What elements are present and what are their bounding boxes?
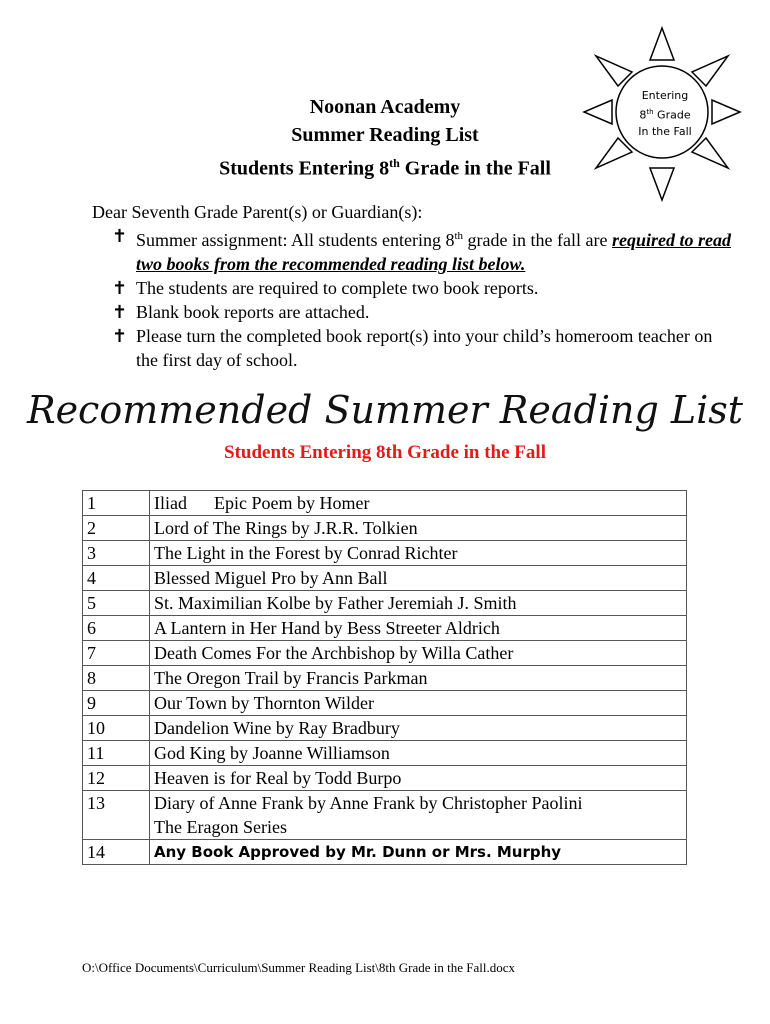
book-title: Blessed Miguel Pro by Ann Ball: [150, 566, 687, 591]
list-title: Summer Reading List: [291, 124, 479, 146]
book-title-line-2: The Eragon Series: [154, 817, 287, 837]
book-number: 10: [83, 716, 150, 741]
grade-line-pre: Students Entering 8: [219, 157, 390, 180]
table-row: [83, 666, 687, 691]
sun-line-2-rest: Grade: [653, 108, 691, 122]
book-title: Our Town by Thornton Wilder: [150, 691, 687, 716]
book-title: The Oregon Trail by Francis Parkman: [150, 666, 687, 691]
sun-line-2-sup: th: [646, 108, 654, 116]
instruction-1-emphasis: required to read two books from the recommended reading list below.: [136, 230, 731, 274]
instruction-1-sup: th: [454, 230, 464, 242]
table-row: [83, 791, 687, 840]
file-path-footer: O:\Office Documents\Curriculum\Summer Reading List\8th Grade in the Fall.docx: [82, 960, 516, 975]
table-row: [83, 741, 687, 766]
book-number: 8: [83, 666, 150, 691]
table-row: [83, 641, 687, 666]
instruction-4: Please turn the completed book report(s) into your child’s homeroom teacher on the first day of school.: [136, 326, 713, 370]
book-number: 9: [83, 691, 150, 716]
intro-section: [92, 200, 732, 372]
book-number: 1: [83, 491, 150, 516]
book-number: 6: [83, 616, 150, 641]
cross-bullet-icon: ✝: [112, 278, 128, 298]
table-row: [83, 491, 687, 516]
recommended-subtitle: Students Entering 8th Grade in the Fall: [224, 442, 546, 463]
instruction-item: [92, 276, 732, 300]
instruction-1-pre: Summer assignment: All students entering 8: [136, 230, 455, 250]
sun-line-2-num: 8: [639, 108, 647, 122]
instruction-3: Blank book reports are attached.: [136, 302, 370, 322]
school-name: Noonan Academy: [309, 96, 461, 118]
book-title: Death Comes For the Archbishop by Willa Cather: [150, 641, 687, 666]
table-row: [83, 616, 687, 641]
book-number: 11: [83, 741, 150, 766]
book-title: A Lantern in Her Hand by Bess Streeter Aldrich: [150, 616, 687, 641]
sun-badge-text: [630, 88, 700, 140]
table-row: [83, 716, 687, 741]
book-number: 5: [83, 591, 150, 616]
cross-bullet-icon: ✝: [112, 226, 128, 246]
book-number: 3: [83, 541, 150, 566]
book-title: The Light in the Forest by Conrad Richter: [150, 541, 687, 566]
book-number: 2: [83, 516, 150, 541]
table-row: [83, 766, 687, 791]
grade-line: [170, 149, 600, 183]
recommended-title: Recommended Summer Reading List: [26, 388, 744, 432]
cross-bullet-icon: ✝: [112, 326, 128, 346]
instruction-item: [92, 224, 732, 276]
cross-bullet-icon: ✝: [112, 302, 128, 322]
book-title: Dandelion Wine by Ray Bradbury: [150, 716, 687, 741]
sun-line-2: [630, 104, 700, 124]
book-title: Any Book Approved by Mr. Dunn or Mrs. Murphy: [150, 840, 687, 865]
table-row: [83, 516, 687, 541]
book-number: 7: [83, 641, 150, 666]
instruction-item: [92, 324, 732, 372]
instruction-1-post: grade in the fall are: [463, 230, 608, 250]
table-row: [83, 840, 687, 865]
sun-line-1: Entering: [641, 89, 689, 102]
table-row: [83, 691, 687, 716]
book-number: 12: [83, 766, 150, 791]
sun-line-3: In the Fall: [638, 124, 692, 138]
document-header: [170, 93, 600, 183]
instruction-2: The students are required to complete two book reports.: [136, 278, 539, 298]
grade-line-sup: th: [389, 156, 400, 170]
instructions-list: [92, 224, 732, 372]
table-row: [83, 591, 687, 616]
book-title: Heaven is for Real by Todd Burpo: [150, 766, 687, 791]
salutation: Dear Seventh Grade Parent(s) or Guardian(s):: [92, 202, 423, 222]
book-table: [82, 490, 687, 865]
book-title: St. Maximilian Kolbe by Father Jeremiah J. Smith: [150, 591, 687, 616]
table-row: [83, 566, 687, 591]
instruction-item: [92, 300, 732, 324]
book-title-multi: [150, 791, 687, 840]
book-title: Diary of Anne Frank by Anne Frank by Christopher Paolini: [154, 793, 583, 813]
grade-line-post: Grade in the Fall: [399, 157, 551, 180]
book-number: 14: [83, 840, 150, 865]
book-title: God King by Joanne Williamson: [150, 741, 687, 766]
book-number: 13: [83, 791, 150, 840]
book-number: 4: [83, 566, 150, 591]
book-title: Lord of The Rings by J.R.R. Tolkien: [150, 516, 687, 541]
book-title: Iliad Epic Poem by Homer: [150, 491, 687, 516]
table-row: [83, 541, 687, 566]
